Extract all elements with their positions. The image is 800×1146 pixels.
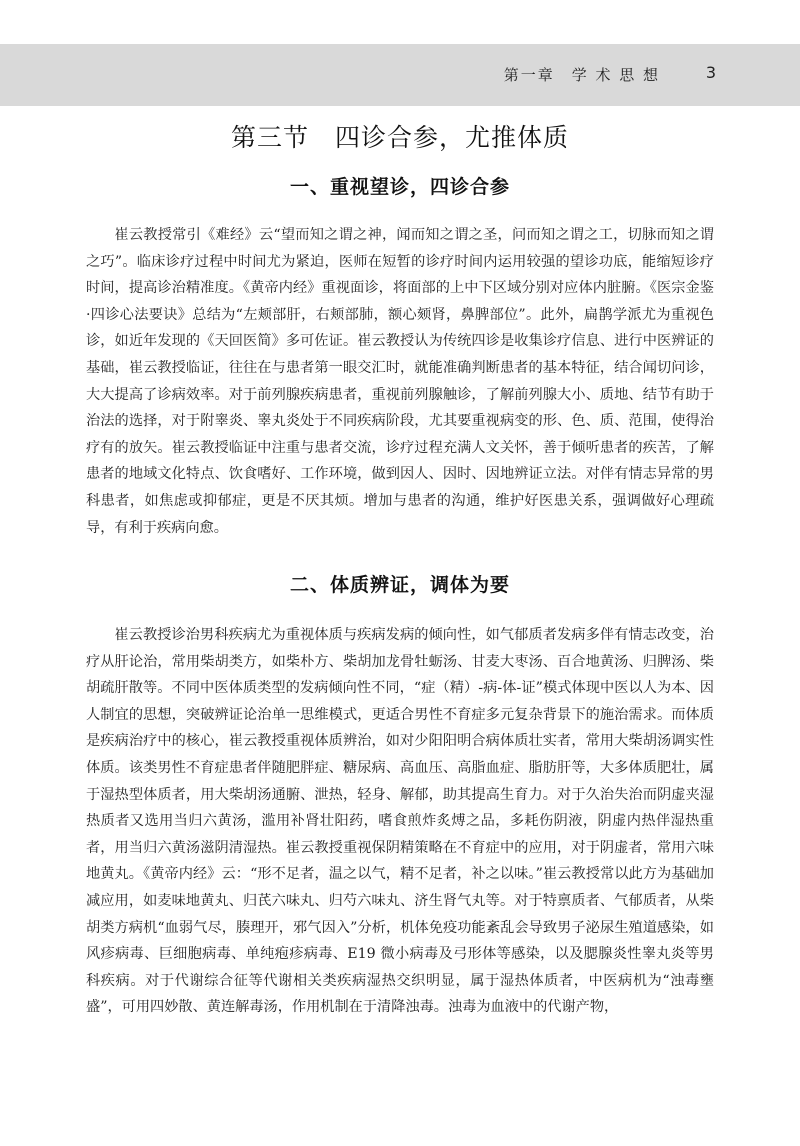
subsection-heading-1: 一、重视望诊，四诊合参 (289, 176, 510, 198)
running-header-chapter-title: 第一章 学 术 思 想 (503, 66, 660, 84)
subsection-heading-2: 二、体质辨证，调体为要 (289, 574, 510, 596)
body-paragraph-1: 崔云教授常引《难经》云“望而知之谓之神，闻而知之谓之圣，问而知之谓之工，切脉而知之谓之巧”。临床诊疗过程中时间尤为紧迫，医师在短暂的诊疗时间内运用较强的望诊功底，能缩短诊疗时间，提高诊治精准度。《黄帝内经》重视面诊，将面部的上中下区域分别对应体内脏腑。《医宗金鉴·四诊心法要诀》总结为“左颊部肝，右颊部肺，额心颏肾，鼻脾部位”。此外，扁鹊学派尤为重视色诊，如近年发现的《天回医简》多可佐证。崔云教授认为传统四诊是收集诊疗信息、进行中医辨证的基础，崔云教授临证，往往在与患者第一眼交汇时，就能准确判断患者的基本特征，结合闻切问诊，大大提高了诊病效率。对于前列腺疾病患者，重视前列腺触诊，了解前列腺大小、质地、结节有助于治法的选择，对于附睾炎、睾丸炎处于不同疾病阶段，尤其要重视病变的形、色、质、范围，使得治疗有的放矢。崔云教授临证中注重与患者交流，诊疗过程充满人文关怀，善于倾听患者的疾苦，了解患者的地域文化特点、饮食嗜好、工作环境，做到因人、因时、因地辨证立法。对伴有情志异常的男科患者，如焦虑或抑郁症，更是不厌其烦。增加与患者的沟通，维护好医患关系，强调做好心理疏导，有利于疾病向愈。 (86, 227, 714, 536)
page-header-bar (0, 44, 800, 106)
section-title: 第三节 四诊合参，尤推体质 (230, 123, 569, 152)
page-number: 3 (705, 63, 716, 82)
body-paragraph-2: 崔云教授诊治男科疾病尤为重视体质与疾病发病的倾向性，如气郁质者发病多伴有情志改变，治疗从肝论治，常用柴胡类方，如柴朴方、柴胡加龙骨牡蛎汤、甘麦大枣汤、百合地黄汤、归脾汤、柴胡疏肝散等。不同中医体质类型的发病倾向性不同，“症（精）-病-体-证”模式体现中医以人为本、因人制宜的思想，突破辨证论治单一思维模式，更适合男性不育症多元复杂背景下的施治需求。而体质是疾病治疗中的核心，崔云教授重视体质辨治，如对少阳阳明合病体质壮实者，常用大柴胡汤调实性体质。该类男性不育症患者伴随肥胖症、糖尿病、高血压、高脂血症、脂肪肝等，大多体质肥壮，属于湿热型体质者，用大柴胡汤通腑、泄热，轻身、解郁，助其提高生育力。对于久治失治而阴虚夹湿热质者又选用当归六黄汤，滥用补肾壮阳药，嗜食煎炸炙煿之品，多耗伤阴液，阴虚内热伴湿热重者，用当归六黄汤滋阴清湿热。崔云教授重视保阴精策略在不育症中的应用，对于阴虚者，常用六味地黄丸。《黄帝内经》云：“形不足者，温之以气，精不足者，补之以味。”崔云教授常以此方为基础加减应用，如麦味地黄丸、归芪六味丸、归芍六味丸、济生肾气丸等。对于特禀质者、气郁质者，从柴胡类方病机“血弱气尽，腠理开，邪气因入”分析，机体免疫功能紊乱会导致男子泌尿生殖道感染，如风疹病毒、巨细胞病毒、单纯疱疹病毒、E19 微小病毒及弓形体等感染，以及腮腺炎性睾丸炎等男科疾病。对于代谢综合征等代谢相关类疾病湿热交织明显，属于湿热体质者，中医病机为“浊毒壅盛”，可用四妙散、黄连解毒汤，作用机制在于清降浊毒。浊毒为血液中的代谢产物， (86, 627, 714, 1016)
